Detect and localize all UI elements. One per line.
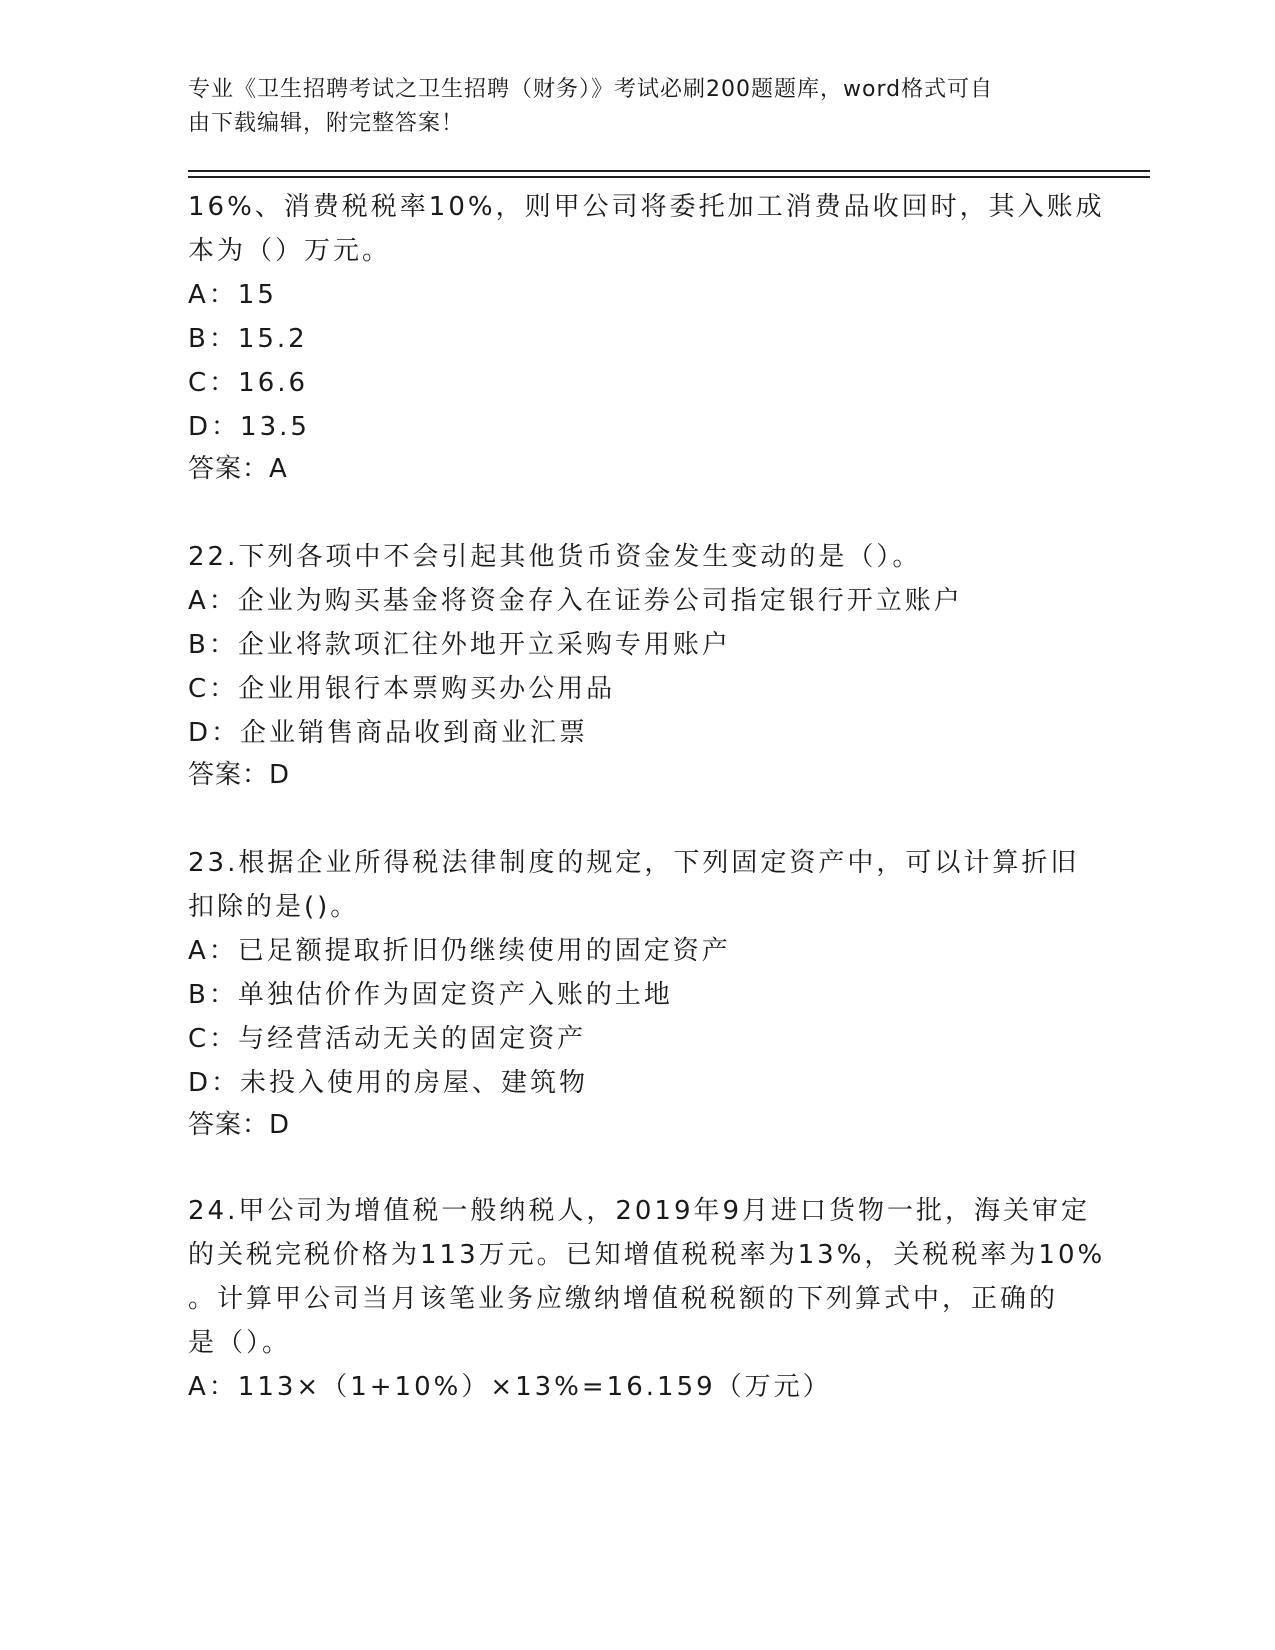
question-stem-line: 的关税完税价格为113万元。已知增值税税率为13%，关税税率为10% bbox=[188, 1240, 1106, 1270]
header-line-1: 专业《卫生招聘考试之卫生招聘（财务）》考试必刷200题题库，word格式可自 bbox=[188, 77, 994, 102]
option-b: B：企业将款项汇往外地开立采购专用账户 bbox=[188, 630, 731, 660]
header-rule-top bbox=[188, 170, 1150, 172]
question-stem-line: 22.下列各项中不会引起其他货币资金发生变动的是（）。 bbox=[188, 542, 922, 572]
option-a: A：已足额提取折旧仍继续使用的固定资产 bbox=[188, 936, 731, 966]
option-a: A：113×（1+10%）×13%=16.159（万元） bbox=[188, 1372, 832, 1402]
question-stem-line: 。计算甲公司当月该笔业务应缴纳增值税税额的下列算式中，正确的 bbox=[188, 1284, 1059, 1314]
option-d: D：企业销售商品收到商业汇票 bbox=[188, 718, 589, 748]
question-stem-line: 24.甲公司为增值税一般纳税人，2019年9月进口货物一批，海关审定 bbox=[188, 1196, 1091, 1226]
option-a: A：企业为购买基金将资金存入在证券公司指定银行开立账户 bbox=[188, 586, 963, 616]
option-b: B：15.2 bbox=[188, 324, 308, 354]
option-c: C：与经营活动无关的固定资产 bbox=[188, 1024, 587, 1054]
question-stem-line: 扣除的是()。 bbox=[188, 892, 360, 922]
answer-line: 答案：D bbox=[188, 1110, 291, 1140]
header-line-2: 由下载编辑，附完整答案！ bbox=[188, 111, 465, 136]
question-stem-line: 23.根据企业所得税法律制度的规定，下列固定资产中，可以计算折旧 bbox=[188, 848, 1080, 878]
option-d: D：13.5 bbox=[188, 412, 310, 442]
option-c: C：16.6 bbox=[188, 368, 309, 398]
option-b: B：单独估价作为固定资产入账的土地 bbox=[188, 980, 673, 1010]
question-stem-line: 本为（）万元。 bbox=[188, 236, 392, 266]
header-rule-bottom bbox=[188, 176, 1150, 178]
option-d: D：未投入使用的房屋、建筑物 bbox=[188, 1068, 589, 1098]
option-c: C：企业用银行本票购买办公用品 bbox=[188, 674, 616, 704]
answer-line: 答案：A bbox=[188, 454, 288, 484]
question-stem-line: 16%、消费税税率10%，则甲公司将委托加工消费品收回时，其入账成 bbox=[188, 192, 1105, 222]
option-a: A：15 bbox=[188, 280, 277, 310]
answer-line: 答案：D bbox=[188, 760, 291, 790]
question-stem-line: 是（）。 bbox=[188, 1328, 292, 1358]
